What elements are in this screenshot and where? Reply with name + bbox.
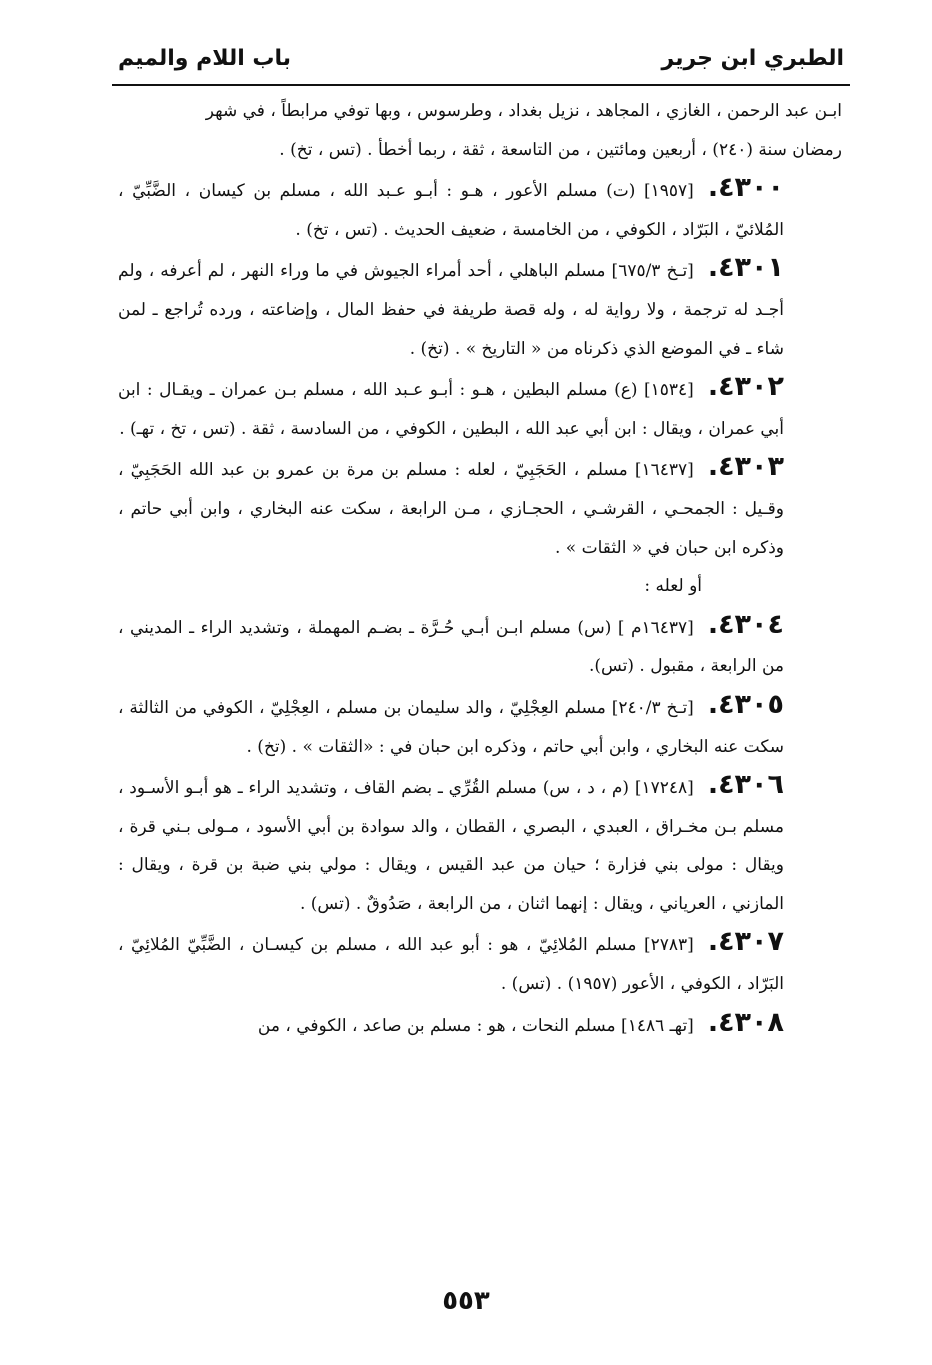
entry-text: [١٦٤٣٧م ] (س) مسلم ابـن أبـي حُـرَّة ـ بضـم المهملة ، وتشديد الراء ـ المديني ، من الرابعة ، مقبول . (تس). bbox=[118, 617, 784, 677]
entry-4308 bbox=[118, 1004, 842, 1046]
entry-4303 bbox=[118, 448, 842, 567]
entry-4307 bbox=[118, 923, 842, 1003]
continuation-line: ابـن عبد الرحمن ، الغازي ، المجاهد ، نزيل بغداد ، وطرسوس ، وبها توفي مرابطاً ، في شهر bbox=[205, 101, 842, 121]
page-number: ٥٥٣ bbox=[442, 1286, 490, 1316]
entry-text: [تهـ ١٤٨٦] مسلم النحات ، هو : مسلم بن صاعد ، الكوفي ، من bbox=[257, 1015, 694, 1036]
entry-text: [١٦٤٣٧] مسلم ، الحَجَبِيّ ، لعله : مسلم بن مرة بن عمرو بن عبد الله الحَجَبِيّ ، وقـيل : الجمحـي ، القرشـي ، الحجـازي ، مـن الرابعة ، سكت عنه البخاري ، وابن أبي حاتم ، وذكره ابن حبان في « الثقات » . bbox=[118, 460, 784, 558]
entry-text: [تـخ ٦٧٥/٣] مسلم الباهلي ، أحد أمراء الجيوش في ما وراء النهر ، لم أعرفه ، ولم أجـد له ترجمة ، ولا رواية له ، وله قصة طريفة في حفظ المال ، وإضاعته ، ورده تُراجع ـ لمن شاء ـ في الموضع الذي ذكرناه من « التاريخ » . (تخ) . bbox=[118, 261, 784, 359]
entry-text: [١٩٥٧] (ت) مسلم الأعور ، هـو : أبـو عـبد الله ، مسلم بن كيسان ، الضَّبِّيّ ، المُلائيّ ، البَرّاد ، الكوفي ، من الخامسة ، ضعيف الحديث . (تس ، تخ) . bbox=[118, 181, 784, 240]
entry-number: ٤٣٠٠. bbox=[707, 172, 784, 204]
continuation-line: رمضان سنة (٢٤٠) ، أربعين ومائتين ، من التاسعة ، ثقة ، ربما أخطأ . (تس ، تخ) . bbox=[279, 139, 842, 160]
header-left-title: باب اللام والميم bbox=[118, 45, 292, 71]
entry-number: ٤٣٠٦. bbox=[707, 769, 784, 801]
entry-4301 bbox=[118, 249, 842, 368]
entry-4306 bbox=[118, 766, 842, 923]
entry-number: ٤٣٠١. bbox=[707, 252, 784, 284]
entry-number: ٤٣٠٧. bbox=[707, 926, 784, 958]
header-right-title: الطبري ابن جرير bbox=[661, 45, 844, 71]
running-header bbox=[118, 38, 844, 78]
entry-number: ٤٣٠٨. bbox=[707, 1006, 784, 1038]
entry-4302 bbox=[118, 368, 842, 448]
entry-4300 bbox=[118, 169, 842, 249]
entry-text: [١٧٢٤٨] (م ، د ، س) مسلم القُرِّي ـ بضم القاف ، وتشديد الراء ـ هو أبـو الأسـود ، مسلم بـن مخـراق ، العبدي ، البصري ، القطان ، والد سوادة بن أبي الأسود ، مـولى بـني قرة ، ويقال : مولى بني فزارة ؛ حيان من عبد القيس ، ويقال : مولي بني ضبة بن قرة ، ويقال : المازني ، العرياني ، ويقال : إنهما اثنان ، من الرابعة ، صَدُوقٌ . (تس) . bbox=[118, 778, 784, 914]
or-perhaps-note: أو لعله : bbox=[644, 576, 702, 597]
page-body bbox=[118, 92, 842, 1045]
entry-number: ٤٣٠٤. bbox=[707, 608, 784, 640]
entry-4305 bbox=[118, 686, 842, 766]
entry-text: [٢٧٨٣] مسلم المُلائِيّ ، هو : أبو عبد الله ، مسلم بن كيسـان ، الضَّبِّيّ المُلائِيّ ، البَرّاد ، الكوفي ، الأعور (١٩٥٧) . (تس) . bbox=[118, 935, 784, 995]
entry-number: ٤٣٠٢. bbox=[707, 371, 784, 403]
entry-text: [تـخ ٢٤٠/٣] مسلم العِجْلِيّ ، والد سليمان بن مسلم ، العِجْلِيّ ، الكوفي من الثالثة ، سكت عنه البخاري ، وابن أبي حاتم ، وذكره ابن حبان في : «الثقات » . (تخ) . bbox=[118, 697, 784, 757]
entry-4304 bbox=[118, 606, 842, 686]
header-divider bbox=[112, 84, 850, 86]
entry-number: ٤٣٠٣. bbox=[707, 451, 784, 483]
entry-text: [١٥٣٤] (ع) مسلم البطين ، هـو : أبـو عـبد الله ، مسلم بـن عمران ـ ويقـال : ابن أبي عمران ، ويقال : ابن أبي عبد الله ، البطين ، الكوفي ، من السادسة ، ثقة . (تس ، تخ ، تهـ) . bbox=[118, 380, 784, 439]
entry-number: ٤٣٠٥. bbox=[707, 688, 784, 720]
